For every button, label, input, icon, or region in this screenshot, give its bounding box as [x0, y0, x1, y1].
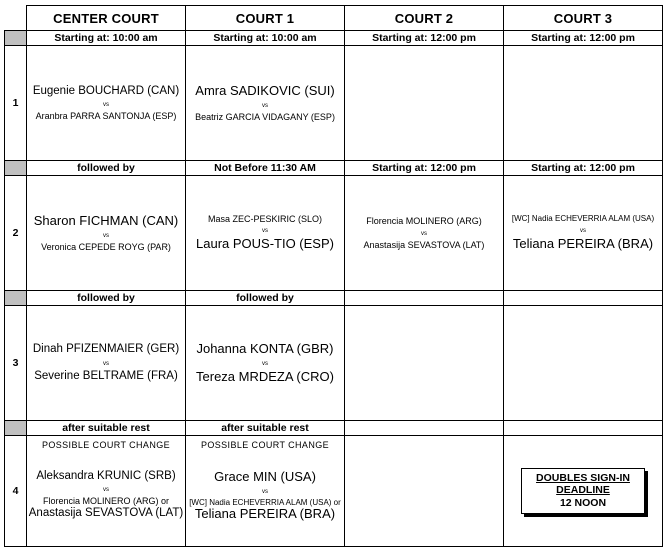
time-row-2	[5, 161, 663, 176]
match-cell-court3	[504, 436, 663, 547]
player-2-option-a: [WC] Nadia ECHEVERRIA ALAM (USA) or	[189, 497, 341, 507]
match-cell-center	[27, 46, 186, 161]
order-of-play-table	[4, 5, 663, 547]
match-cell-center	[27, 306, 186, 421]
time-label: followed by	[27, 291, 186, 306]
match-cell-court2	[345, 176, 504, 291]
match-row-1	[5, 46, 663, 161]
court-header-center: CENTER COURT	[27, 6, 186, 31]
time-label: Starting at: 12:00 pm	[345, 161, 504, 176]
vs-label: vs	[103, 101, 109, 108]
court-change-note: POSSIBLE COURT CHANGE	[200, 440, 330, 450]
player-2-option-b: Anastasija SEVASTOVA (LAT)	[28, 506, 184, 519]
player-1: Dinah PFIZENMAIER (GER)	[32, 343, 180, 356]
player-1: Aleksandra KRUNIC (SRB)	[36, 470, 176, 482]
doubles-notice-line1: DOUBLES SIGN-IN	[536, 472, 630, 485]
player-1: Amra SADIKOVIC (SUI)	[195, 82, 335, 98]
time-label	[504, 291, 663, 306]
order-of-play-sheet	[4, 5, 664, 555]
vs-label: vs	[262, 228, 268, 235]
match-row-3	[5, 306, 663, 421]
time-row-1	[5, 31, 663, 46]
match-number: 1	[5, 46, 27, 161]
header-corner	[5, 6, 27, 31]
player-2: Beatriz GARCIA VIDAGANY (ESP)	[195, 111, 335, 122]
match-cell-court2	[345, 46, 504, 161]
time-label: Starting at: 10:00 am	[27, 31, 186, 46]
time-label: Not Before 11:30 AM	[186, 161, 345, 176]
vs-label: vs	[421, 230, 427, 237]
player-2: Tereza MRDEZA (CRO)	[196, 368, 334, 384]
court-header-court1: COURT 1	[186, 6, 345, 31]
court-header-row	[5, 6, 663, 31]
match-cell-court3	[504, 176, 663, 291]
player-1: [WC] Nadia ECHEVERRIA ALAM (USA)	[511, 214, 655, 224]
player-1: Sharon FICHMAN (CAN)	[33, 212, 179, 228]
player-2-option-b: Teliana PEREIRA (BRA)	[194, 506, 336, 522]
match-cell-court3	[504, 306, 663, 421]
match-cell-court1	[186, 46, 345, 161]
time-row-3	[5, 291, 663, 306]
vs-label: vs	[580, 227, 586, 234]
match-cell-center	[27, 436, 186, 547]
player-1: Masa ZEC-PESKIRIC (SLO)	[207, 213, 323, 224]
player-2: Aranbra PARRA SANTONJA (ESP)	[35, 110, 177, 121]
match-number: 2	[5, 176, 27, 291]
time-label: Starting at: 12:00 pm	[504, 161, 663, 176]
player-2: Anastasija SEVASTOVA (LAT)	[363, 239, 485, 250]
vs-label: vs	[103, 232, 109, 239]
match-cell-court1	[186, 306, 345, 421]
match-number: 4	[5, 436, 27, 547]
player-2: Veronica CEPEDE ROYG (PAR)	[41, 241, 171, 252]
time-label: Starting at: 12:00 pm	[504, 31, 663, 46]
match-cell-court1	[186, 176, 345, 291]
player-2: Laura POUS-TIO (ESP)	[196, 236, 334, 252]
player-2: Severine BELTRAME (FRA)	[34, 369, 178, 382]
time-label: after suitable rest	[186, 421, 345, 436]
vs-label: vs	[262, 360, 268, 367]
court-header-court3: COURT 3	[504, 6, 663, 31]
doubles-signin-notice	[521, 468, 645, 513]
doubles-notice-line3: 12 NOON	[559, 496, 607, 509]
match-number: 3	[5, 306, 27, 421]
court-header-court2: COURT 2	[345, 6, 504, 31]
time-label: after suitable rest	[27, 421, 186, 436]
vs-label: vs	[262, 488, 268, 495]
player-1: Grace MIN (USA)	[214, 469, 316, 484]
match-cell-court2	[345, 436, 504, 547]
match-cell-center	[27, 176, 186, 291]
player-1: Eugenie BOUCHARD (CAN)	[32, 84, 180, 97]
time-label	[345, 421, 504, 436]
match-row-4	[5, 436, 663, 547]
vs-label: vs	[262, 102, 268, 109]
player-2-option-a: Florencia MOLINERO (ARG) or	[42, 496, 170, 507]
time-label	[504, 421, 663, 436]
match-row-2	[5, 176, 663, 291]
match-cell-court3	[504, 46, 663, 161]
time-label: Starting at: 12:00 pm	[345, 31, 504, 46]
time-label: followed by	[27, 161, 186, 176]
player-1: Florencia MOLINERO (ARG)	[366, 216, 482, 227]
time-label: followed by	[186, 291, 345, 306]
time-label: Starting at: 10:00 am	[186, 31, 345, 46]
match-cell-court1	[186, 436, 345, 547]
player-1: Johanna KONTA (GBR)	[196, 340, 334, 356]
doubles-notice-line2: DEADLINE	[556, 484, 610, 497]
vs-label: vs	[103, 487, 109, 494]
time-row-4	[5, 421, 663, 436]
match-cell-court2	[345, 306, 504, 421]
vs-label: vs	[103, 360, 109, 367]
player-2: Teliana PEREIRA (BRA)	[512, 235, 654, 251]
time-label	[345, 291, 504, 306]
court-change-note: POSSIBLE COURT CHANGE	[41, 440, 171, 450]
